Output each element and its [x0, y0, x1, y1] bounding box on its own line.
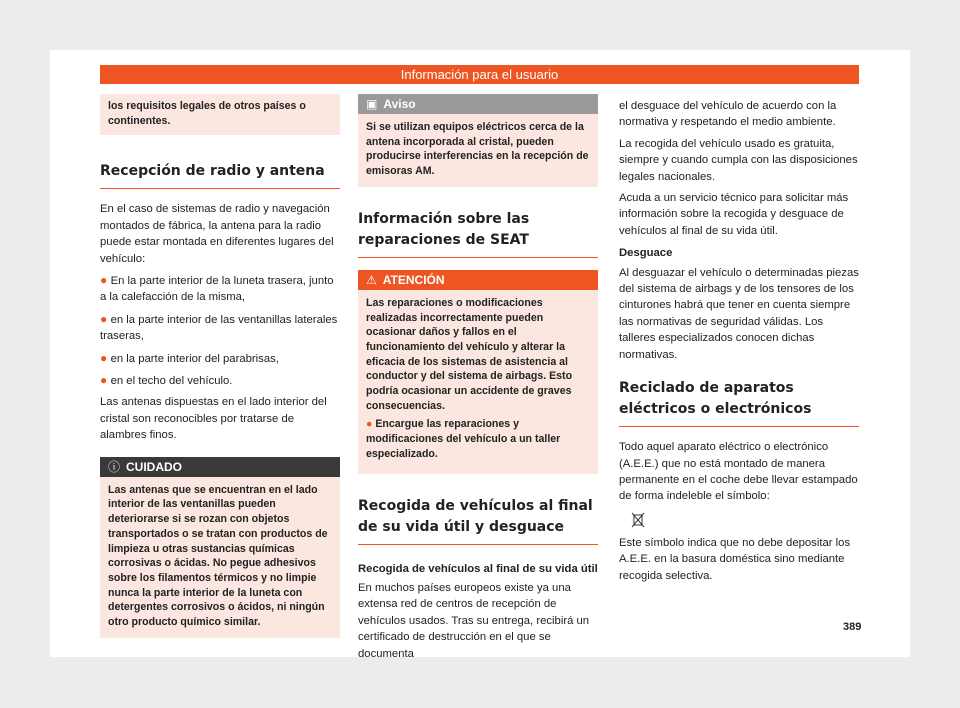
section-title-electronics: Reciclado de aparatos eléctricos o electrónicos: [619, 378, 859, 427]
section-title-recycling-vehicles: Recogida de vehículos al final de su vida útil y desguace: [358, 496, 598, 545]
column-1: [100, 94, 340, 638]
list-item: ● en la parte interior de las ventanillas laterales traseras,: [100, 311, 338, 343]
warning-header: ⚠ ATENCIÓN: [358, 270, 598, 290]
note-icon: ▣: [366, 97, 378, 111]
list-item: ● en la parte interior del parabrisas,: [100, 350, 279, 365]
paragraph: Acuda a un servicio técnico para solicitar más información sobre la recogida y desguace de vehículos al final de su vida útil.: [619, 192, 849, 237]
page-header: [100, 65, 859, 84]
bullet-icon: ●: [100, 350, 111, 365]
page-number: 389: [843, 621, 862, 633]
subheading: Desguace: [619, 247, 673, 260]
section-title-radio: Recepción de radio y antena: [100, 161, 340, 189]
caution-body: Las antenas que se encuentran en el lado interior de las ventanillas pueden deteriorarse si se rozan con objetos transportados o se tratan con productos de limpieza u otras sustancias químicas corrosivas o ácidas. No pegue adhesivos sobre los filamentos térmicos y no limpie nunca la parte interior de la luneta con detergentes corrosivos o ácidos, ni ningún otro producto químico similar.: [100, 477, 340, 638]
bullet-icon: ●: [100, 373, 111, 388]
paragraph: En muchos países europeos existe ya una extensa red de centros de recepción de vehículos usados. Tras su entrega, recibirá un certificado de destrucción en el que se documenta: [358, 581, 590, 660]
paragraph: Las antenas dispuestas en el lado interior del cristal son reconocibles por tratarse de alambres finos.: [100, 396, 327, 442]
list-item: ● En la parte interior de la luneta trasera, junto a la calefacción de la misma,: [100, 273, 334, 304]
bullet-icon: ●: [100, 311, 111, 326]
warning-box: [358, 270, 598, 474]
column-3: [619, 98, 859, 589]
paragraph: La recogida del vehículo usado es gratuita, siempre y cuando cumpla con las disposiciones legales nacionales.: [619, 137, 858, 183]
paragraph: Este símbolo indica que no debe depositar los A.E.E. en la basura doméstica sino mediante recogida selectiva.: [619, 536, 851, 582]
warning-triangle-icon: ⚠: [366, 272, 377, 287]
bullet-icon: ●: [100, 273, 111, 288]
paragraph: Al desguazar el vehículo o determinadas piezas del sistema de airbags y de los tensores de los cinturones habrá que tener en cuenta siempre las normativas de seguridad válidas. Los talleres especializados conocen dichas normativas.: [619, 266, 859, 361]
crossed-bin-icon: [631, 511, 645, 529]
info-circle-icon: ⓘ: [108, 459, 121, 474]
warning-body: Las reparaciones o modificaciones realizadas incorrectamente pueden ocasionar daños y fallos en el funcionamiento del vehículo y alterar la eficacia de los sistemas de asistencia al conductor y del sistema de airbags. Esto podría ocasionar un accidente de graves consecuencias. ● Encargue las reparaciones y modificaciones del vehículo a un taller especializado.: [358, 290, 598, 474]
list-item: ● en el techo del vehículo.: [100, 373, 233, 388]
paragraph: En el caso de sistemas de radio y navegación montados de fábrica, la antena para la radio puede estar montada en diferentes lugares del vehículo:: [100, 203, 334, 265]
note-box: [358, 94, 598, 187]
paragraph: Todo aquel aparato eléctrico o electrónico (A.E.E.) que no está montado de manera permanente en el coche debe llevar estampado de forma indeleble el símbolo:: [619, 441, 858, 503]
paragraph: el desguace del vehículo de acuerdo con la normativa y respetando el medio ambiente.: [619, 100, 837, 129]
intro-shaded-block: los requisitos legales de otros países o continentes.: [100, 94, 340, 135]
note-body: Si se utilizan equipos eléctricos cerca de la antena incorporada al cristal, pueden producirse interferencias en la recepción de emisoras AM.: [358, 114, 598, 187]
header-title: Información para el usuario: [400, 67, 559, 82]
caution-box: [100, 457, 340, 638]
caution-header: ⓘ CUIDADO: [100, 457, 340, 477]
note-header: ▣ Aviso: [358, 94, 598, 114]
column-2: [358, 94, 598, 667]
subheading: Recogida de vehículos al final de su vida útil: [358, 562, 598, 575]
bullet-icon: ●: [366, 418, 376, 431]
section-title-repairs: Información sobre las reparaciones de SEAT: [358, 209, 598, 258]
